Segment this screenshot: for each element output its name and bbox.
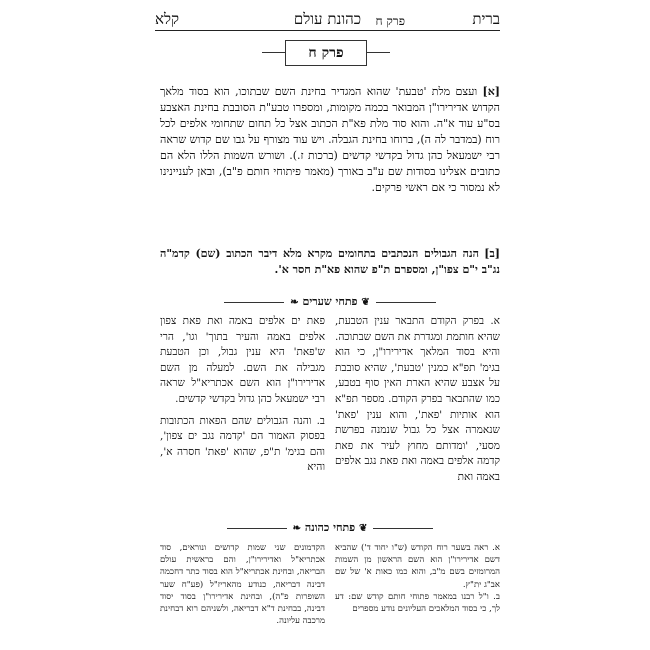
section-b-text: הנה הגבולים הנכתבים בתחומים מקרא מלא דיבר הכתוב (שם) קדמ"ה נג"ב י"ם צפו"ן, ומספרם ת"פ שהוא פא"ת חסר א'. [160,247,500,276]
commentary1-left-column [160,314,325,476]
commentary2-paragraph: ב. ו"ל רבנו במאמר פתוחי חותם קודש שם: דע לך, כי בסוד המלאכים העליונים נודע מספרים [335,591,500,615]
commentary1-paragraph: א. בפרק הקודם התבאר ענין הטבעת, שהיא חותמת ומגדרת את השם שבתוכה. והיא בסוד המלאך אדירירו"ן, כי הוא בגימ' תפ"א כמנין 'טבעת', שהיא סובבת על אצבע שהיא הארת האין סוף בטבע, כמו שהתבאר בפרק הקודם. מספר תפ"א הוא אותיות 'פאת', והוא ענין 'פאת' שנאמרה אצל כל גבול שנמנה בפרשת מסעי, 'ומדותם מחוץ לעיר את פאת קדמה אלפים באמה ואת פאת נגב אלפים באמה ואת [335,315,500,483]
divider [373,528,433,529]
running-head-book: ברית [472,10,500,28]
commentary-heading-petchei-shearim [160,294,500,310]
running-head-chapter: פרק ח [375,14,405,28]
commentary1-paragraph: ב. והנה הגבולים שהם הפאות הכתובות בפסוק האמור הם 'קדמה נגב ים צפון', והם בגימ' ת"פ, שהוא 'פאת' חסרה א', והיא [160,414,325,474]
section-a-text: ועצם מלת 'טבעת' שהוא המגדיר בחינת השם שבתוכו, הוא בסוד מלאך הקדוש אדירירו"ן המבואר בכמה מקומות, ומספרו טבע"ת הסובבת בחינת האצבע בס"ע עוד א"ה. והוא סוד מלת פא"ת הכתוב אצל כל תחום שתחומי אלפים לכל רוח (במדבר לה ה), ברוחו בחינת הגבלה. ויש עוד מצורף על גבו שם קדוש שראה רבי ישמעאל כהן גדול בקדשי קדשים (ברכות ז.). ושורש השמות הללו הלא הם כתובים אצלינו בסודות שם ע"ב באורך (מאמר פיתוחי חותם פ"ב), ובאן לעניינינו לא נמסור כי אם ראשי פרקים. [160,85,500,194]
ornament-icon: ❧ [290,297,299,308]
section-a [160,84,500,196]
ornament-icon: ❧ [292,523,301,534]
chapter-title: פרק ח [285,40,367,66]
commentary1-heading: פתחי שערים [302,295,358,308]
divider [224,302,284,303]
section-a-marker: [א] [482,85,501,98]
commentary2-left-column [160,542,325,627]
commentary2-heading: פתחי כהונה [304,521,356,534]
ornament-icon: ❦ [361,297,370,308]
commentary-heading-petchei-kehuna [160,520,500,536]
divider [227,528,287,529]
page-number: קלא [155,10,180,28]
commentary1-right-column [335,314,500,486]
ornament-icon: ❦ [359,523,368,534]
commentary2-paragraph: א. ראה בשער רוח הקודש (ש"ו יחוד ד') שהביא דשם אדירירו"ן הוא השם הראשון מן השמות המרומזים בשם מ"ב, והוא כמו כאות א' של שם אב"ג ית"ץ. [335,543,500,590]
commentary1-paragraph: פאת ים אלפים באמה ואת פאת צפון אלפים באמה והעיר בתוך' וגו', הרי ש'פאת' היא ענין גבול, וכן הטבעת מגבילה את השם. למעלה מן השם אדירירו"ן הוא השם אכתריא"ל שראה רבי ישמעאל כהן גדול בקדשי קדשים. [160,315,325,405]
commentary2-paragraph: הקדמונים שני שמות קדושים ונוראים, סוד אכתריא"ל ואדירירו"ן, והם בראשית עולם הבריאה, ובחינת אכתריא"ל הוא בסוד כתר דחכמה דבינה דבריאה, כנודע מהאריז"ל (פע"ח שער השופרות פ"ה), ובחינת אדירירו"ן בסוד יסוד דבינה, בבחינת ד"א דבריאה, ולשניהם רוא דבחינת מרכבה עליונה. [160,543,325,627]
running-head-title: כהונת עולם [293,10,362,28]
section-b-marker: [ב] [484,247,501,260]
divider [376,302,436,303]
section-b [160,246,500,278]
commentary2-right-column [335,542,500,615]
running-head [155,8,500,31]
